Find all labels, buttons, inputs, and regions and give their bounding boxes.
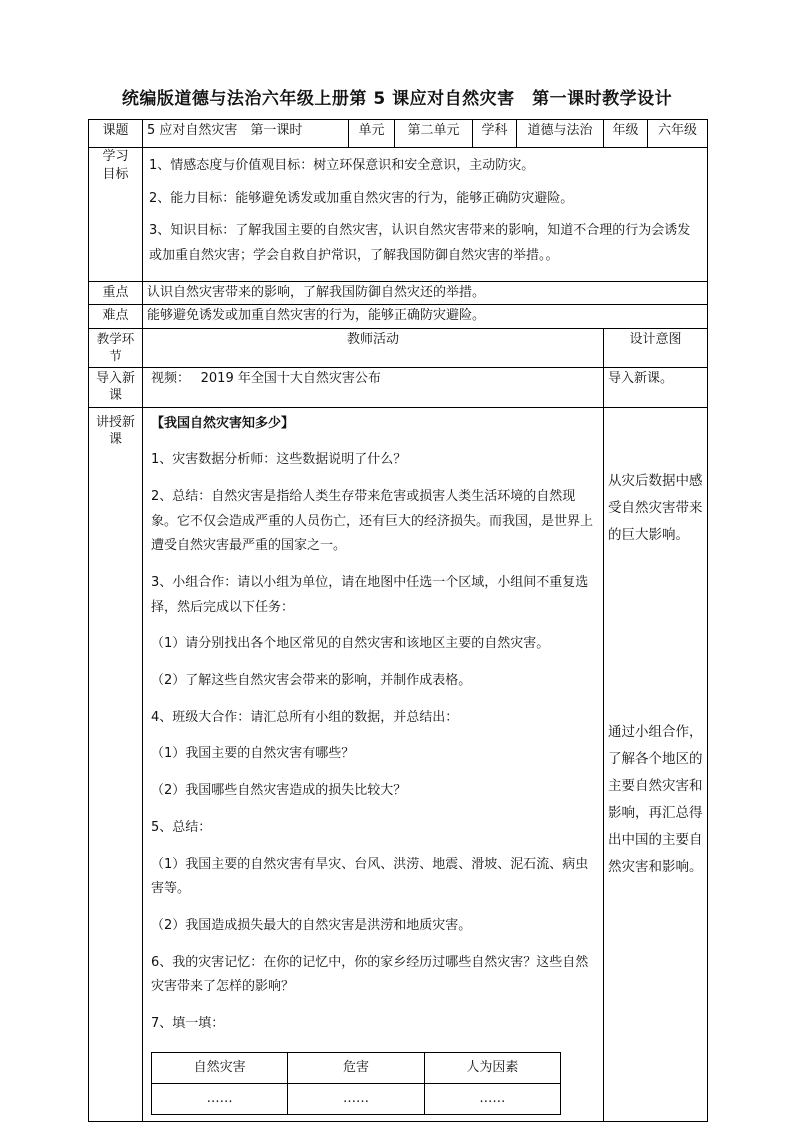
lecture-activity (143, 407, 604, 1121)
unit-label: 单元 (349, 120, 395, 148)
activity-line: 1、灾害数据分析师：这些数据说明了什么？ (151, 452, 407, 468)
fill-table-header-row (152, 1052, 561, 1083)
key-point-text: 认识自然灾害带来的影响，了解我国防御自然灾还的举措。 (143, 281, 708, 304)
fill-table-header: 自然灾害 (152, 1052, 288, 1083)
subject-value: 道德与法治 (517, 120, 604, 148)
section-heading: 【我国自然灾害知多少】 (151, 415, 295, 431)
fill-table-cell: …… (424, 1083, 560, 1114)
activity-line: （1）请分别找出各个地区常见的自然灾害和该地区主要的自然灾害。 (151, 636, 550, 652)
header-row (89, 120, 708, 148)
intro-row (89, 367, 708, 407)
fill-table-header: 人为因素 (424, 1052, 560, 1083)
difficulty-label: 难点 (89, 304, 143, 328)
activity-line: （2）我国造成损失最大的自然灾害是洪涝和地质灾害。 (151, 917, 472, 933)
activity-line: 4、班级大合作：请汇总所有小组的数据，并总结出： (151, 709, 459, 725)
goal-item: 2、能力目标：能够避免诱发或加重自然灾害的行为，能够正确防灾避险。 (149, 190, 574, 206)
intent-column-header: 设计意图 (604, 328, 708, 367)
intro-intent: 导入新课。 (604, 367, 708, 407)
activity-line: 7、填一填： (151, 1015, 225, 1031)
activity-line: 3、小组合作：请以小组为单位，请在地图中任选一个区域，小组间不重复选择，然后完成以下任务： (151, 575, 589, 615)
fill-table-header: 危害 (288, 1052, 424, 1083)
subject-label: 学科 (473, 120, 517, 148)
goals-label: 学习目标 (89, 148, 143, 282)
goal-item: 3、知识目标：了解我国主要的自然灾害，认识自然灾害带来的影响，知道不合理的行为会诱发或加重自然灾害；学会自救自护常识，了解我国防御自然灾害的举措。。 (149, 223, 691, 264)
fill-table-cell: …… (288, 1083, 424, 1114)
intent-text: 从灾后数据中感受自然灾害带来的巨大影响。 (608, 472, 703, 543)
unit-value: 第二单元 (395, 120, 473, 148)
activity-line: 5、总结： (151, 819, 212, 835)
difficulty-text: 能够避免诱发或加重自然灾害的行为，能够正确防灾避险。 (143, 304, 708, 328)
activity-line: 2、总结：自然灾害是指给人类生存带来危害或损害人类生活环境的自然现象。它不仅会造成严重的人员伤亡，还有巨大的经济损失。而我国，是世界上遭受自然灾害最严重的国家之一。 (151, 488, 594, 554)
grade-value: 六年级 (648, 120, 708, 148)
activity-line: 6、我的灾害记忆：在你的记忆中，你的家乡经历过哪些自然灾害？这些自然灾害带来了怎样的影响？ (151, 954, 589, 995)
difficulty-row (89, 304, 708, 328)
stage-column-header: 教学环节 (89, 328, 143, 367)
intro-stage: 导入新课 (89, 367, 143, 407)
goals-row (89, 148, 708, 282)
intro-activity: 视频： 2019 年全国十大自然灾害公布 (143, 367, 604, 407)
fill-table-cell: …… (152, 1083, 288, 1114)
columns-row (89, 328, 708, 367)
activity-column-header: 教师活动 (143, 328, 604, 367)
activity-line: （1）我国主要的自然灾害有哪些？ (151, 746, 355, 762)
lecture-intent (604, 407, 708, 1121)
key-point-label: 重点 (89, 281, 143, 304)
goal-item: 1、情感态度与价值观目标：树立环保意识和安全意识，主动防灾。 (149, 158, 535, 173)
page-title: 统编版道德与法治六年级上册第 5 课应对自然灾害 第一课时教学设计 (121, 89, 673, 109)
activity-line: （2）我国哪些自然灾害造成的损失比较大？ (151, 783, 407, 799)
lecture-row (89, 407, 708, 1121)
lesson-plan-table (88, 119, 708, 1122)
fill-table-row (152, 1083, 561, 1114)
lesson-label: 课题 (89, 120, 143, 148)
key-point-row (89, 281, 708, 304)
lecture-stage: 讲授新课 (89, 407, 143, 1121)
activity-line: （1）我国主要的自然灾害有旱灾、台风、洪涝、地震、滑坡、泥石流、病虫害等。 (151, 856, 589, 897)
fill-in-table (151, 1052, 561, 1115)
grade-label: 年级 (604, 120, 648, 148)
goals-content (143, 148, 708, 282)
activity-line: （2）了解这些自然灾害会带来的影响，并制作成表格。 (151, 673, 472, 689)
lesson-value: 5 应对自然灾害 第一课时 (143, 120, 349, 148)
intent-text: 通过小组合作，了解各个地区的主要自然灾害和影响，再汇总得出中国的主要自然灾害和影响。 (608, 723, 703, 875)
